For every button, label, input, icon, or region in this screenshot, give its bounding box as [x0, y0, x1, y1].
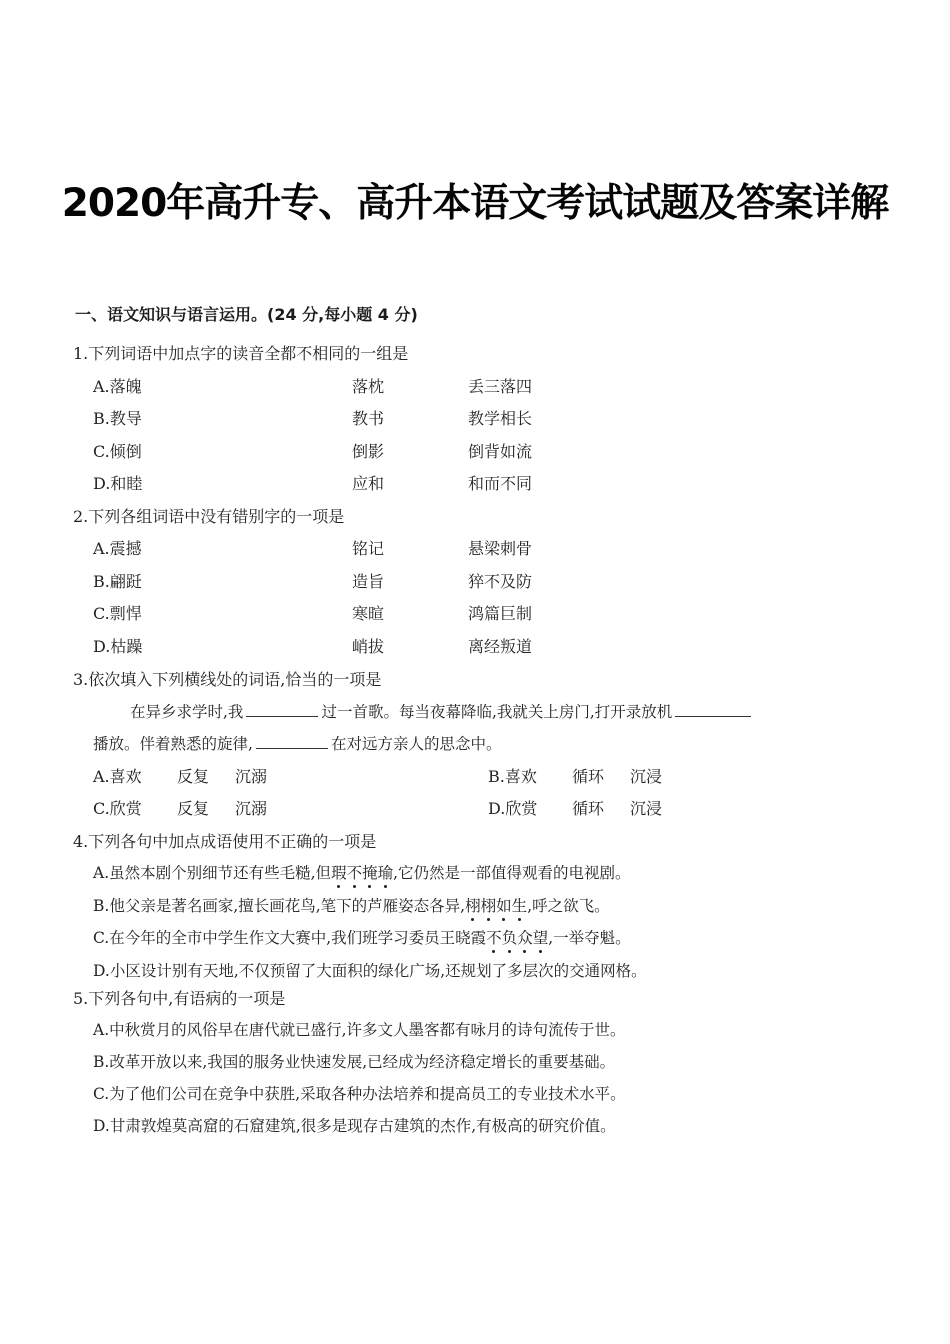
option-label: C. — [93, 604, 110, 623]
q3-option-c — [93, 796, 268, 819]
option-item: 教导 — [109, 409, 142, 428]
option-item: 倒影 — [352, 442, 385, 461]
sentence-text: 在今年的全市中学生作文大赛中,我们班学习委员王晓霞 — [109, 929, 487, 947]
document-title: 2020年高升专、高升本语文考试试题及答案详解 — [61, 181, 889, 226]
fill-blank-2 — [675, 701, 751, 717]
q1-option-c — [93, 439, 533, 462]
sentence-text: 为了他们公司在竞争中获胜,采取各种办法培养和提高员工的专业技术水平。 — [109, 1085, 626, 1103]
emphasis-dot-char: 生 — [512, 894, 528, 916]
passage-text: 在对远方亲人的思念中。 — [330, 735, 502, 753]
option-label: B. — [93, 897, 110, 915]
option-label: B. — [488, 767, 505, 786]
sentence-text: 小区设计别有天地,不仅预留了大面积的绿化广场,还规划了多层次的交通网格。 — [109, 962, 647, 980]
option-item: 猝不及防 — [468, 572, 533, 591]
option-item: 落魄 — [109, 377, 142, 396]
option-item: 离经叛道 — [468, 637, 533, 656]
option-item: 和睦 — [110, 474, 143, 493]
emphasis-dot-char: 如 — [496, 894, 512, 916]
section-heading: 一、语文知识与语言运用。(24 分,每小题 4 分) — [75, 305, 418, 324]
emphasis-dot-char: 不 — [347, 861, 363, 883]
q3-option-b — [488, 764, 663, 787]
option-item: 喜欢 — [109, 767, 142, 786]
q3-passage-line-2 — [93, 732, 501, 754]
sentence-text: 甘肃敦煌莫高窟的石窟建筑,很多是现存古建筑的杰作,有极高的研究价值。 — [109, 1117, 616, 1135]
option-item: 丢三落四 — [468, 377, 533, 396]
option-label: D. — [93, 637, 111, 656]
emphasis-dot-char: 瑜 — [378, 861, 394, 883]
option-label: A. — [93, 539, 110, 558]
option-item: 震撼 — [109, 539, 142, 558]
sentence-text: ,它仍然是一部值得观看的电视剧。 — [393, 864, 631, 882]
emphasis-dot-char: 瑕 — [331, 861, 347, 883]
q4-option-b — [93, 894, 610, 916]
q2-option-d — [93, 634, 533, 657]
option-item: 沉溺 — [235, 799, 268, 818]
option-label: B. — [93, 409, 110, 428]
option-label: A. — [93, 767, 110, 786]
question-1-stem: 1.下列词语中加点字的读音全都不相同的一组是 — [73, 344, 409, 363]
option-item: 翩跹 — [109, 572, 142, 591]
option-item: 反复 — [177, 767, 210, 786]
option-item: 峭拔 — [352, 637, 385, 656]
option-item: 剽悍 — [109, 604, 142, 623]
option-label: C. — [93, 799, 110, 818]
option-item: 欣赏 — [505, 799, 538, 818]
option-item: 沉溺 — [235, 767, 268, 786]
option-label: C. — [93, 1085, 110, 1103]
option-item: 和而不同 — [468, 474, 533, 493]
sentence-text: 中秋赏月的风俗早在唐代就已盛行,许多文人墨客都有咏月的诗句流传于世。 — [109, 1021, 626, 1039]
option-item: 沉浸 — [630, 767, 663, 786]
option-item: 沉浸 — [630, 799, 663, 818]
passage-text: 播放。伴着熟悉的旋律, — [93, 735, 253, 753]
dotted-idiom — [331, 864, 393, 882]
q2-option-b — [93, 569, 533, 592]
sentence-text: ,一举夺魁。 — [548, 929, 631, 947]
q3-passage-line-1 — [130, 700, 754, 722]
q5-option-b — [93, 1050, 615, 1072]
option-item: 应和 — [352, 474, 385, 493]
option-label: A. — [93, 1021, 110, 1039]
emphasis-dot-char: 望 — [533, 926, 549, 948]
emphasis-dot-char: 负 — [502, 926, 518, 948]
q3-option-a — [93, 764, 268, 787]
option-item: 倾倒 — [109, 442, 142, 461]
emphasis-dot-char: 众 — [517, 926, 533, 948]
option-label: B. — [93, 572, 110, 591]
option-label: A. — [93, 864, 110, 882]
question-5-stem: 5.下列各句中,有语病的一项是 — [73, 989, 286, 1008]
q2-option-a — [93, 536, 533, 559]
option-item: 落枕 — [352, 377, 385, 396]
sentence-text: 他父亲是著名画家,擅长画花鸟,笔下的芦雁姿态各异, — [109, 897, 466, 915]
sentence-text: 虽然本剧个别细节还有些毛糙,但 — [109, 864, 332, 882]
q4-option-a — [93, 861, 631, 883]
q4-option-c — [93, 926, 631, 948]
option-label: D. — [488, 799, 506, 818]
q4-option-d — [93, 959, 647, 981]
emphasis-dot-char: 栩 — [465, 894, 481, 916]
option-item: 反复 — [177, 799, 210, 818]
passage-text: 过一首歌。每当夜幕降临,我就关上房门,打开录放机 — [321, 703, 673, 721]
option-item: 造旨 — [352, 572, 385, 591]
option-item: 教学相长 — [468, 409, 533, 428]
q5-option-d — [93, 1114, 616, 1136]
option-item: 喜欢 — [504, 767, 537, 786]
q3-option-d — [488, 796, 663, 819]
emphasis-dot-char: 不 — [486, 926, 502, 948]
sentence-text: ,呼之欲飞。 — [527, 897, 610, 915]
q1-option-b — [93, 406, 533, 429]
option-item: 鸿篇巨制 — [468, 604, 533, 623]
dotted-idiom — [486, 929, 548, 947]
q5-option-c — [93, 1082, 626, 1104]
option-item: 倒背如流 — [468, 442, 533, 461]
fill-blank-3 — [256, 733, 328, 749]
option-item: 枯躁 — [110, 637, 143, 656]
q1-option-a — [93, 374, 533, 397]
question-3-stem: 3.依次填入下列横线处的词语,恰当的一项是 — [73, 670, 382, 689]
sentence-text: 改革开放以来,我国的服务业快速发展,已经成为经济稳定增长的重要基础。 — [109, 1053, 616, 1071]
question-4-stem: 4.下列各句中加点成语使用不正确的一项是 — [73, 832, 377, 851]
option-label: B. — [93, 1053, 110, 1071]
option-item: 循环 — [572, 767, 605, 786]
option-label: A. — [93, 377, 110, 396]
option-item: 寒暄 — [352, 604, 385, 623]
passage-text: 在异乡求学时,我 — [130, 703, 244, 721]
option-label: D. — [93, 962, 110, 980]
q1-option-d — [93, 471, 533, 494]
option-item: 循环 — [572, 799, 605, 818]
option-item: 教书 — [352, 409, 385, 428]
fill-blank-1 — [246, 701, 318, 717]
option-item: 悬梁刺骨 — [468, 539, 533, 558]
q2-option-c — [93, 601, 533, 624]
question-2-stem: 2.下列各组词语中没有错别字的一项是 — [73, 507, 345, 526]
emphasis-dot-char: 栩 — [481, 894, 497, 916]
option-label: C. — [93, 929, 110, 947]
option-label: D. — [93, 474, 111, 493]
q5-option-a — [93, 1018, 626, 1040]
option-item: 铭记 — [352, 539, 385, 558]
emphasis-dot-char: 掩 — [362, 861, 378, 883]
option-label: C. — [93, 442, 110, 461]
option-item: 欣赏 — [109, 799, 142, 818]
dotted-idiom — [465, 897, 527, 915]
option-label: D. — [93, 1117, 110, 1135]
